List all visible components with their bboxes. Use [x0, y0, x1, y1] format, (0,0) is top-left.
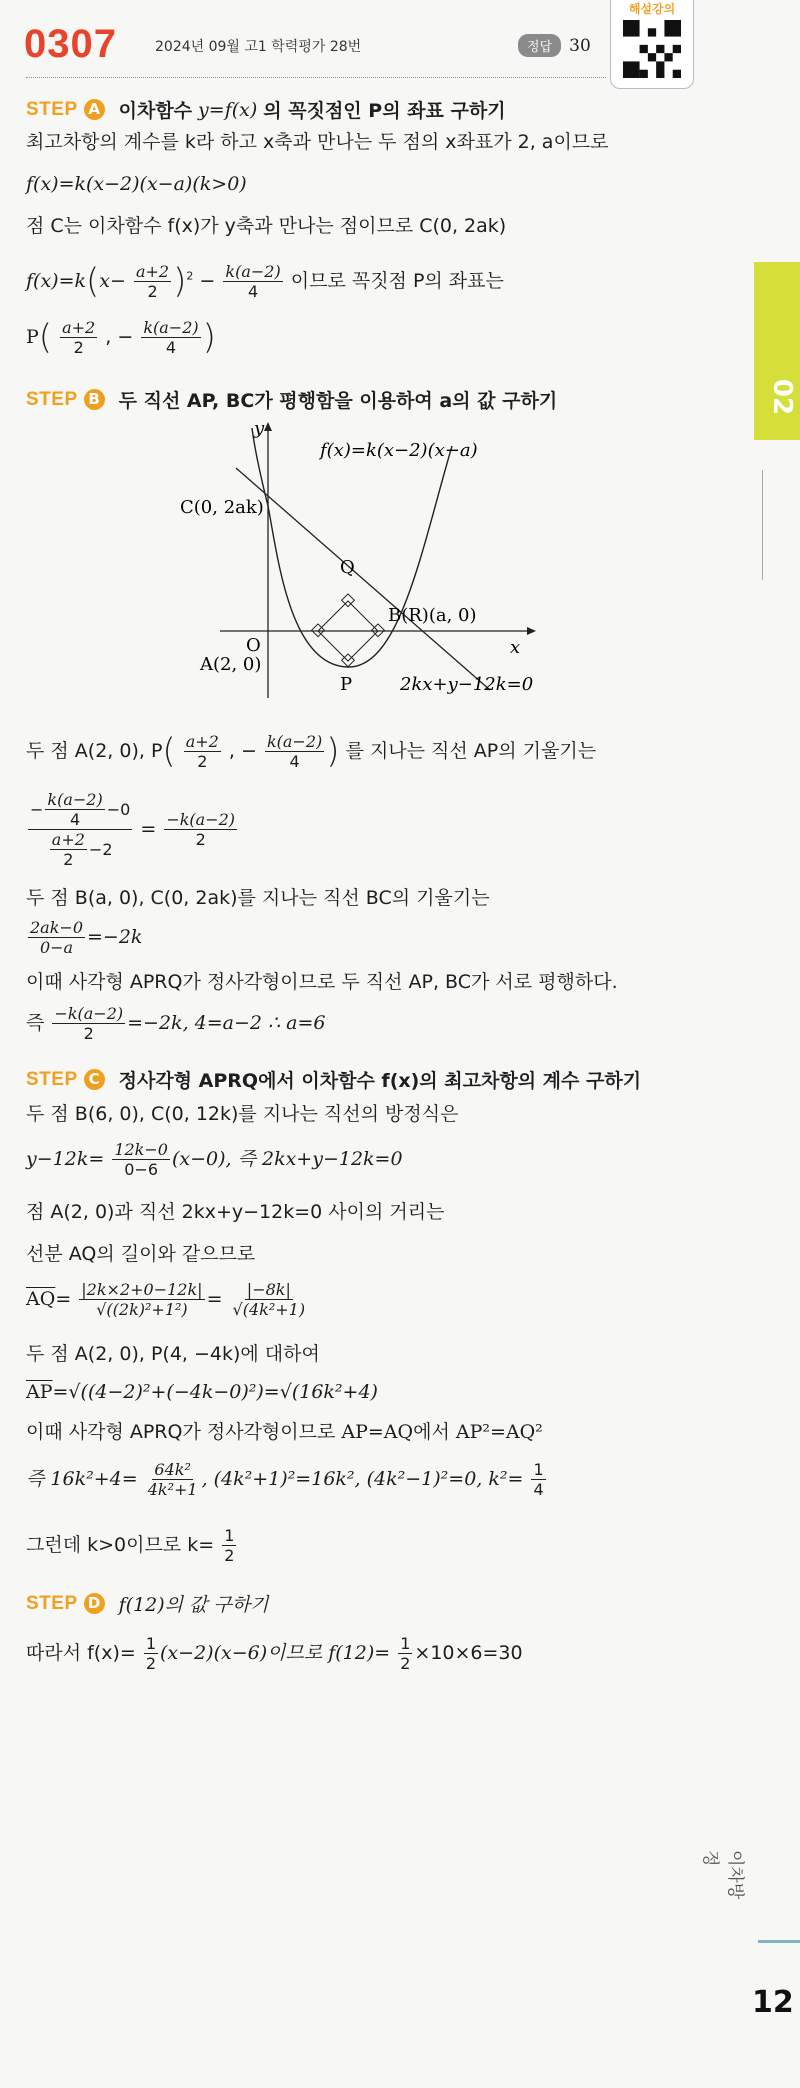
x-minus: x− [99, 270, 126, 292]
step-a-title-post: 의 꼭짓점인 P의 좌표 구하기 [263, 100, 506, 122]
step-d-label: STEP [26, 1592, 78, 1614]
step-a-badge: A [84, 99, 105, 120]
frac-a2-2: $\frac{a+2}{2}$ [135, 262, 170, 301]
qr-caption: 해설강의 [628, 2, 676, 16]
step-a-line4-tail: 이므로 꼭짓점 P의 좌표는 [290, 270, 504, 292]
step-d-heading [26, 1590, 269, 1617]
step-d-badge: D [84, 1593, 105, 1614]
step-c-line10: 그런데 k>0이므로 k= $\frac{1}{2}$ [26, 1526, 235, 1565]
step-b-heading [26, 386, 557, 413]
step-c-line2: y−12k= $\frac{12k-0}{0-6}$ (x−0), 즉 2kx+y−12k=0 [26, 1140, 403, 1179]
graph-o-label: O [246, 635, 261, 656]
side-tab [754, 262, 800, 440]
fx-k: f(x)=k [26, 270, 87, 292]
graph-curve-label: f(x)=k(x−2)(x−a) [320, 440, 478, 461]
step-a-line3: 점 C는 이차함수 f(x)가 y축과 만나는 점이므로 C(0, 2ak) [26, 215, 507, 237]
graph-line-label: 2kx+y−12k=0 [400, 674, 534, 695]
step-c-line3: 점 A(2, 0)과 직선 2kx+y−12k=0 사이의 거리는 [26, 1201, 445, 1223]
qr-code-icon [623, 20, 681, 78]
step-d-title: f(12)의 값 구하기 [118, 1594, 269, 1616]
qr-box[interactable] [610, 0, 694, 89]
side-vertical-text [762, 470, 783, 580]
step-c-line9: 즉 16k²+4= $\frac{\text{64k²}}{\text{4k²+1}}$ , (4k²+1)²=16k², (4k²−1)²=0, k²= $\frac{1}{4}$ [26, 1460, 544, 1499]
side-bottom-bar [758, 1940, 800, 1943]
step-a-heading [26, 96, 506, 123]
graph-c-label: C(0, 2ak) [180, 497, 264, 518]
step-b-title: 두 직선 AP, BC가 평행함을 이용하여 a의 값 구하기 [118, 390, 558, 412]
step-b-line1: 두 점 A(2, 0), P( $\frac{a+2}{2}$ , − $\frac{k(a-2)}{4}$ ) 를 지나는 직선 AP의 기울기는 [26, 731, 597, 772]
step-a-label: STEP [26, 98, 78, 120]
step-b-line4: $\frac{2ak-0}{0-a}$ =−2k [30, 918, 143, 957]
minus: − [199, 270, 216, 292]
answer-badge [518, 34, 591, 57]
graph-q-label: Q [340, 557, 355, 578]
graph-b-label: B(R)(a, 0) [388, 605, 477, 626]
graph-p-label: P [340, 674, 353, 695]
step-a-line1: 최고차항의 계수를 k라 하고 x축과 만나는 두 점의 x좌표가 2, a이므로 [26, 131, 609, 153]
graph-x-label: x [510, 637, 521, 658]
step-c-line7: $\overline{AP}=√((4-2)^2+(-4k-0)^2)=√(16k^2+4)$ [26, 1381, 378, 1403]
problem-number: 0307 [24, 22, 117, 66]
step-c-label: STEP [26, 1068, 78, 1090]
step-c-line5: $\overline{AQ}=$ $\frac{|2k\times 2+0-12k|}{\text{√((2k)²+1²)}}$ = $\frac{|-8k|}{\text{√(4k²+1)}}$ [26, 1280, 306, 1319]
header-divider [26, 77, 606, 78]
answer-value: 30 [569, 35, 591, 56]
step-b-line5: 이때 사각형 APRQ가 정사각형이므로 두 직선 AP, BC가 서로 평행하다. [26, 971, 618, 993]
step-a-line2: f(x)=k(x−2)(x−a)(k>0) [26, 173, 247, 195]
step-c-line8: 이때 사각형 APRQ가 정사각형이므로 AP=AQ에서 AP²=AQ² [26, 1421, 543, 1443]
step-a-title-pre: 이차함수 [118, 100, 193, 122]
step-c-line4: 선분 AQ의 길이와 같으므로 [26, 1243, 256, 1265]
step-c-line1: 두 점 B(6, 0), C(0, 12k)를 지나는 직선의 방정식은 [26, 1103, 459, 1125]
step-b-line2: − $\frac{k(a-2)}{4}$ −0 $\frac{a+2}{2}$ −2 = $\frac{-k(a-2)}{2}$ [30, 790, 236, 869]
step-c-line6: 두 점 A(2, 0), P(4, −4k)에 대하여 [26, 1343, 320, 1365]
problem-source: 2024년 09월 고1 학력평가 28번 [155, 39, 362, 55]
parabola-graph [150, 418, 710, 708]
step-c-title: 정사각형 APRQ에서 이차함수 f(x)의 최고차항의 계수 구하기 [118, 1070, 642, 1092]
step-a-line5: P( $\frac{a+2}{2}$ , − $\frac{k(a-2)}{4}$ ) [26, 317, 216, 358]
step-a-line4: f(x)=k(x− $\frac{a+2}{2}$ )$^2$ − $\frac{k(a-2)}{4}$ 이므로 꼭짓점 P의 좌표는 [26, 261, 504, 302]
step-b-badge: B [84, 389, 105, 410]
graph-y-label: y [254, 418, 265, 439]
step-b-line3: 두 점 B(a, 0), C(0, 2ak)를 지나는 직선 BC의 기울기는 [26, 887, 490, 909]
side-tab-label: 02 [767, 378, 798, 416]
step-b-line6: 즉 $\frac{-k(a-2)}{2}$ =−2k, 4=a−2 ∴ a=6 [26, 1004, 326, 1043]
graph-a-label: A(2, 0) [200, 654, 262, 675]
step-c-badge: C [84, 1069, 105, 1090]
step-d-line1: 따라서 f(x)= $\frac{1}{2}$ (x−2)(x−6)이므로 f(12)= $\frac{1}{2}$ ×10×6=30 [26, 1634, 523, 1673]
step-c-heading [26, 1066, 641, 1093]
step-a-title-math: y=f(x) [198, 98, 258, 121]
page-number: 12 [752, 1985, 794, 2020]
side-bottom-text: 이차방정 [700, 1850, 745, 1900]
step-b-label: STEP [26, 388, 78, 410]
answer-label: 정답 [518, 34, 561, 57]
frac-k-a2-4: $\frac{k(a-2)}{4}$ [225, 262, 281, 301]
